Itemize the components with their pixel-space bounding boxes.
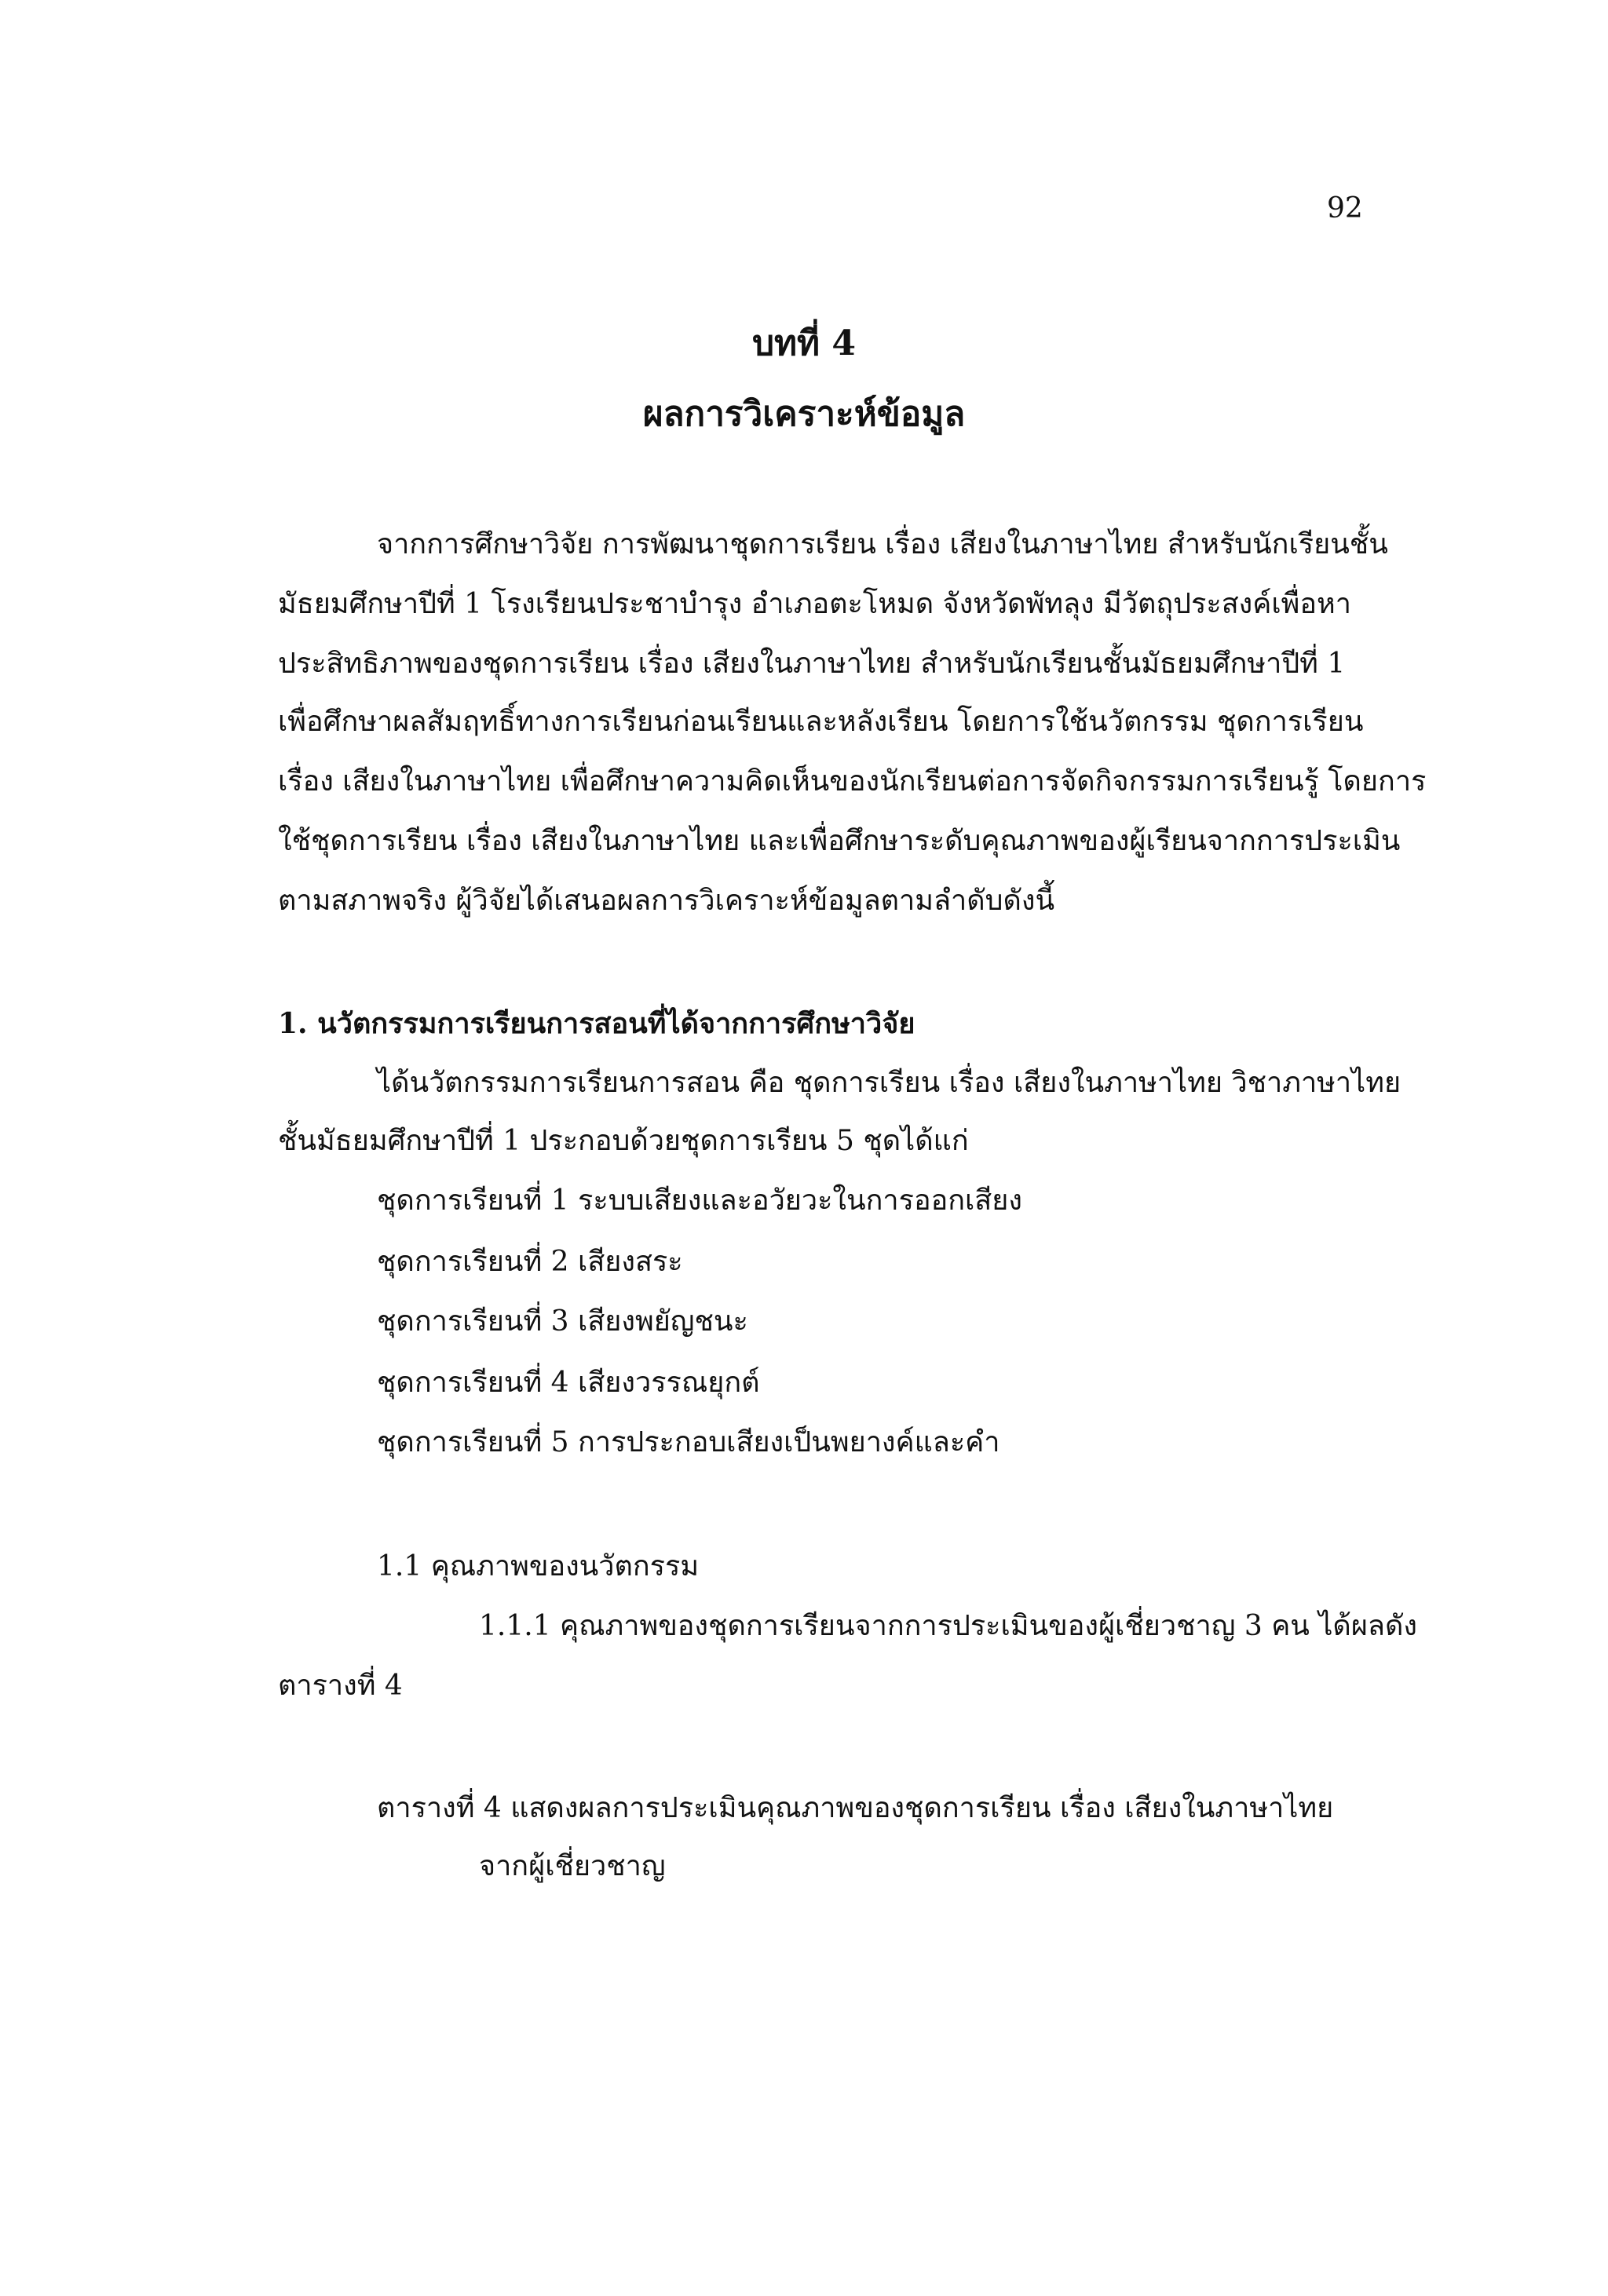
paragraph-line: เพื่อศึกษาผลสัมฤทธิ์ทางการเรียนก่อนเรียนและหลังเรียน โดยการใช้นวัตกรรม ชุดการเรียน	[278, 706, 1364, 738]
paragraph-line: ตามสภาพจริง ผู้วิจัยได้เสนอผลการวิเคราะห์ข้อมูลตามลำดับดังนี้	[278, 885, 1055, 917]
paragraph-line: มัธยมศึกษาปีที่ 1 โรงเรียนประชาบำรุง อำเภอตะโหมด จังหวัดพัทลุง มีวัตถุประสงค์เพื่อหา	[278, 588, 1351, 620]
paragraph-line: 1.1.1 คุณภาพของชุดการเรียนจากการประเมินของผู้เชี่ยวชาญ 3 คน ได้ผลดัง	[479, 1610, 1417, 1642]
list-item: ชุดการเรียนที่ 3 เสียงพยัญชนะ	[377, 1305, 748, 1338]
list-item: ชุดการเรียนที่ 2 เสียงสระ	[377, 1246, 683, 1278]
list-item: ชุดการเรียนที่ 5 การประกอบเสียงเป็นพยางค์และคำ	[377, 1426, 1000, 1458]
page-number: 92	[1327, 192, 1363, 224]
paragraph-line: ตารางที่ 4	[278, 1670, 403, 1702]
chapter-subtitle: ผลการวิเคราะห์ข้อมูล	[642, 394, 966, 434]
table-caption-line: ตารางที่ 4 แสดงผลการประเมินคุณภาพของชุดการเรียน เรื่อง เสียงในภาษาไทย	[377, 1792, 1334, 1824]
paragraph-line: ประสิทธิภาพของชุดการเรียน เรื่อง เสียงในภาษาไทย สำหรับนักเรียนชั้นมัธยมศึกษาปีที่ 1	[278, 648, 1346, 680]
subsection-heading: 1.1 คุณภาพของนวัตกรรม	[377, 1550, 700, 1582]
paragraph-line: ใช้ชุดการเรียน เรื่อง เสียงในภาษาไทย และเพื่อศึกษาระดับคุณภาพของผู้เรียนจากการประเมิน	[278, 825, 1401, 857]
paragraph-line: จากการศึกษาวิจัย การพัฒนาชุดการเรียน เรื่อง เสียงในภาษาไทย สำหรับนักเรียนชั้น	[377, 528, 1388, 560]
paragraph-line: เรื่อง เสียงในภาษาไทย เพื่อศึกษาความคิดเห็นของนักเรียนต่อการจัดกิจกรรมการเรียนรู้ โดยการ	[278, 765, 1427, 798]
list-item: ชุดการเรียนที่ 4 เสียงวรรณยุกต์	[377, 1367, 760, 1399]
paragraph-line: ได้นวัตกรรมการเรียนการสอน คือ ชุดการเรียน เรื่อง เสียงในภาษาไทย วิชาภาษาไทย	[377, 1067, 1402, 1099]
chapter-title: บทที่ 4	[752, 323, 856, 363]
section-heading: 1. นวัตกรรมการเรียนการสอนที่ได้จากการศึกษาวิจัย	[278, 1007, 915, 1040]
list-item: ชุดการเรียนที่ 1 ระบบเสียงและอวัยวะในการออกเสียง	[377, 1185, 1022, 1217]
paragraph-line: ชั้นมัธยมศึกษาปีที่ 1 ประกอบด้วยชุดการเรียน 5 ชุดได้แก่	[278, 1125, 969, 1157]
table-caption-line: จากผู้เชี่ยวชาญ	[479, 1850, 666, 1882]
